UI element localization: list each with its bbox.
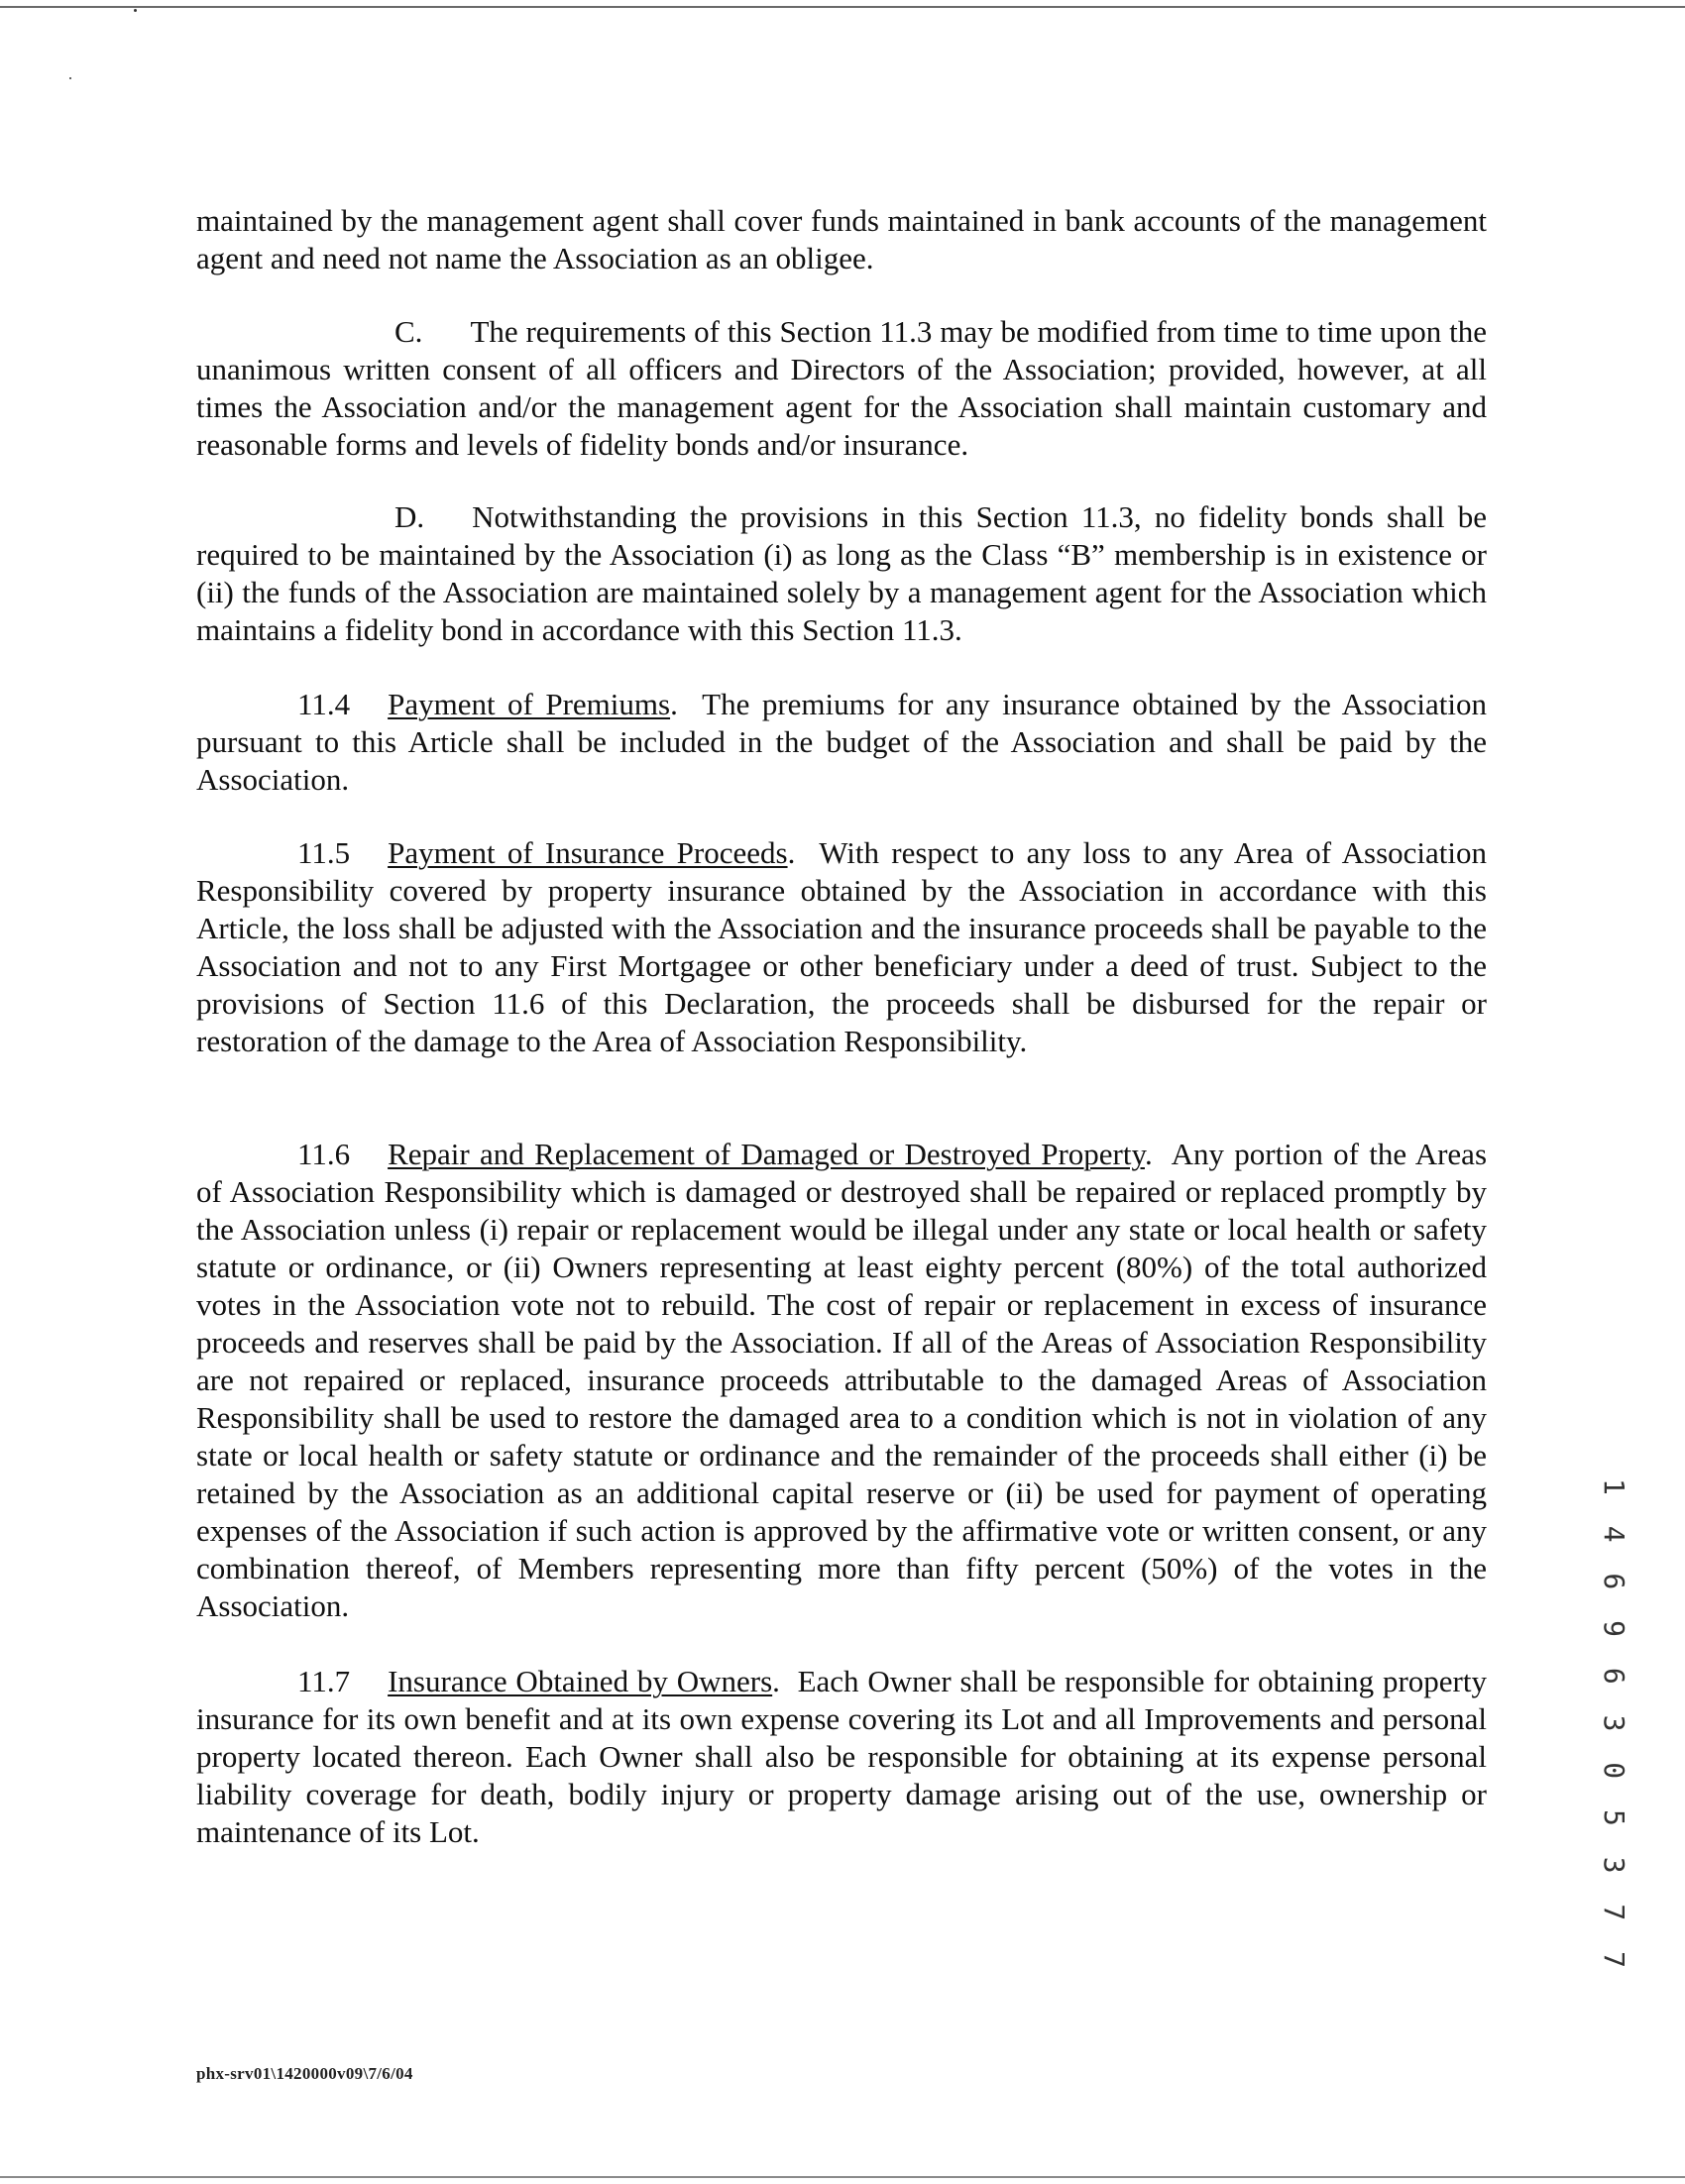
section-11-7: 11.7 Insurance Obtained by Owners. Each Owner shall be responsible for obtaining property insurance for its own benefit and at its own expense covering its Lot and all Improvements and personal property located thereon. Each Owner shall also be responsible for obtaining at its expense personal liability coverage for death, bodily injury or property damage arising out of the use, ownership or maintenance of its Lot. (196, 1664, 1487, 1849)
section-number: 11.5 (297, 835, 351, 870)
paragraph-d (196, 498, 1487, 649)
section-text: With respect to any loss to any Area of Association Responsibility covered by property insurance obtained by the Association in accordance with this Article, the loss shall be adjusted with the Association and the insurance proceeds shall be payable to the Association and not to any First Mortgagee or other beneficiary under a deed of trust. Subject to the provisions of Section 11.6 of this Declaration, the proceeds shall be disbursed for the repair or restoration of the damage to the Area of Association Responsibility. (196, 835, 1487, 1058)
section-heading: Insurance Obtained by Owners (388, 1664, 773, 1698)
section-11-6: 11.6 Repair and Replacement of Damaged or Destroyed Property. Any portion of the Areas of Association Responsibility which is damaged or destroyed shall be repaired or replaced promptly by the Association unless (i) repair or replacement would be illegal under any state or local health or safety statute or ordinance, or (ii) Owners representing at least eighty percent (80%) of the total authorized votes in the Association vote not to rebuild. The cost of repair or replacement in excess of insurance proceeds and reserves shall be paid by the Association. If all of the Areas of Association Responsibility are not repaired or replaced, insurance proceeds attributable to the damaged Areas of Association Responsibility shall be used to restore the damaged area to a condition which is not in violation of any state or local health or safety statute or ordinance and the remainder of the proceeds shall either (i) be retained by the Association as an additional capital reserve or (ii) be used for payment of operating expenses of the Association if such action is approved by the affirmative vote or written consent, or any combination thereof, of Members representing more than fifty percent (50%) of the votes in the Association. (196, 1137, 1488, 1623)
section-heading: Payment of Insurance Proceeds (388, 835, 788, 870)
scan-speck (134, 9, 137, 12)
section-text: Each Owner shall be responsible for obtaining property insurance for its own benefit and at its own expense covering its Lot and all Improvements and personal property located thereon. Each Owner shall also be responsible for obtaining at its expense personal liability coverage for death, bodily injury or property damage arising out of the use, ownership or maintenance of its Lot. (196, 1664, 1487, 1849)
section-number: 11.4 (297, 687, 351, 721)
section-text: Any portion of the Areas of Association Responsibility which is damaged or destroyed shall be repaired or replaced promptly by the Association unless (i) repair or replacement would be illegal under any state or local health or safety statute or ordinance, or (ii) Owners representing at least eighty percent (80%) of the total authorized votes in the Association vote not to rebuild. The cost of repair or replacement in excess of insurance proceeds and reserves shall be paid by the Association. If all of the Areas of Association Responsibility are not repaired or replaced, insurance proceeds attributable to the damaged Areas of Association Responsibility shall be used to restore the damaged area to a condition which is not in violation of any state or local health or safety statute or ordinance and the remainder of the proceeds shall either (i) be retained by the Association as an additional capital reserve or (ii) be used for payment of operating expenses of the Association if such action is approved by the affirmative vote or written consent, or any combination thereof, of Members representing more than fifty percent (50%) of the votes in the Association. (196, 1137, 1488, 1623)
section-heading: Repair and Replacement of Damaged or Destroyed Property (388, 1137, 1145, 1171)
paragraph-text: The requirements of this Section 11.3 may be modified from time to time upon the unanimous written consent of all officers and Directors of the Association; provided, however, at all times the Association and/or the management agent for the Association shall maintain customary and reasonable forms and levels of fidelity bonds and/or insurance. (196, 314, 1487, 462)
paragraph-continuation (196, 202, 1487, 277)
paragraph-label: D. (394, 499, 425, 534)
document-id-footer: phx-srv01\1420000v09\7/6/04 (196, 2064, 413, 2083)
paragraph-label: C. (394, 314, 423, 349)
scan-speck (69, 77, 71, 79)
section-text: The premiums for any insurance obtained by the Association pursuant to this Article shall be included in the budget of the Association and shall be paid by the Association. (196, 687, 1487, 797)
section-heading: Payment of Premiums (388, 687, 671, 721)
section-number: 11.6 (297, 1137, 351, 1171)
paragraph-text: Notwithstanding the provisions in this Section 11.3, no fidelity bonds shall be required to be maintained by the Association (i) as long as the Class “B” membership is in existence or (ii) the funds of the Association are maintained solely by a management agent for the Association which maintains a fidelity bond in accordance with this Section 11.3. (196, 499, 1487, 647)
section-11-5: 11.5 Payment of Insurance Proceeds. With respect to any loss to any Area of Association Responsibility covered by property insurance obtained by the Association in accordance with this Article, the loss shall be adjusted with the Association and the insurance proceeds shall be payable to the Association and not to any First Mortgagee or other beneficiary under a deed of trust. Subject to the provisions of Section 11.6 of this Declaration, the proceeds shall be disbursed for the repair or restoration of the damage to the Area of Association Responsibility. (196, 835, 1487, 1058)
section-11-4: 11.4 Payment of Premiums. The premiums for any insurance obtained by the Association pursuant to this Article shall be included in the budget of the Association and shall be paid by the Association. (196, 687, 1487, 797)
recording-number-text: 1 4 6 9 6 3 0 5 3 7 7 (1597, 1477, 1630, 1975)
scan-edge-bottom (0, 2176, 1685, 2178)
recording-number-stamp (1594, 1477, 1633, 1975)
scan-edge-top (0, 6, 1685, 8)
section-number: 11.7 (297, 1664, 351, 1698)
paragraph-text: maintained by the management agent shall cover funds maintained in bank accounts of the management agent and need not name the Association as an obligee. (196, 203, 1487, 275)
paragraph-c (196, 313, 1487, 464)
